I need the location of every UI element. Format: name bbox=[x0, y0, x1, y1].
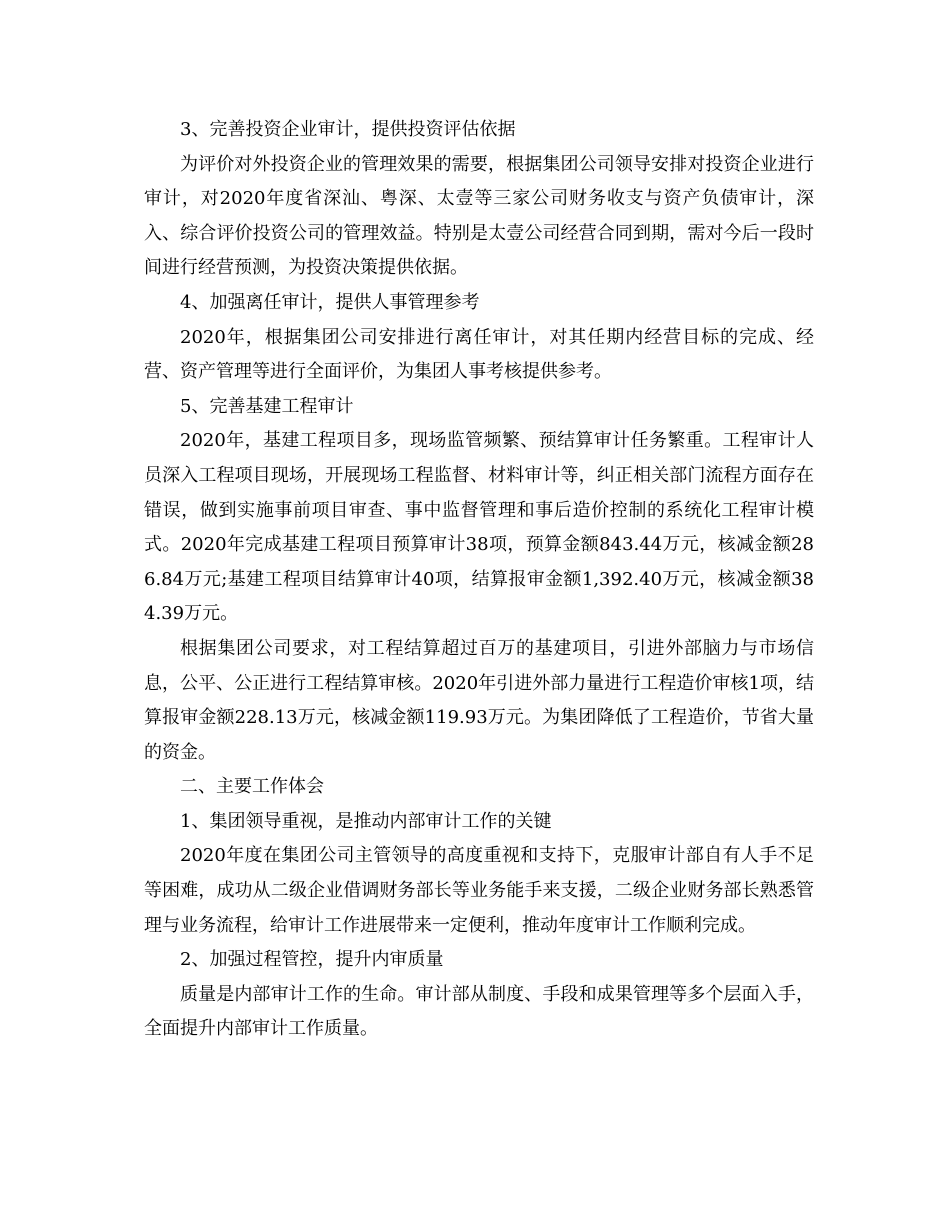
section-heading-departure-audit: 4、加强离任审计，提供人事管理参考 bbox=[180, 291, 480, 313]
paragraph-quality-control: 质量是内部审计工作的生命。审计部从制度、手段和成果管理等多个层面入手，全面提升内部审计工作质量。 bbox=[144, 983, 814, 1040]
paragraph-leadership: 2020年度在集团公司主管领导的高度重视和支持下，克服审计部自有人手不足等困难，成功从二级企业借调财务部长等业务能手来支援，二级企业财务部长熟悉管理与业务流程，给审计工作进展带来一定便利，推动年度审计工作顺利完成。 bbox=[144, 845, 814, 936]
section-heading-construction-audit: 5、完善基建工程审计 bbox=[180, 395, 354, 417]
section-heading-experience: 二、主要工作体会 bbox=[180, 776, 324, 798]
paragraph-external-review: 根据集团公司要求，对工程结算超过百万的基建项目，引进外部脑力与市场信息，公平、公正进行工程结算审核。2020年引进外部力量进行工程造价审核1项，结算报审金额228.13万元，核减金额119.93万元。为集团降低了工程造价，节省大量的资金。 bbox=[144, 637, 814, 763]
document-page bbox=[144, 113, 814, 1047]
section-heading-investment-audit: 3、完善投资企业审计，提供投资评估依据 bbox=[180, 119, 516, 140]
paragraph-construction-audit: 2020年，基建工程项目多，现场监管频繁、预结算审计任务繁重。工程审计人员深入工程项目现场，开展现场工程监督、材料审计等，纠正相关部门流程方面存在错误，做到实施事前项目审查、事中监督管理和事后造价控制的系统化工程审计模式。2020年完成基建工程项目预算审计38项，预算金额843.44万元，核减金额286.84万元;基建工程项目结算审计40项，结算报审金额1,392.40万元，核减金额384.39万元。 bbox=[144, 430, 814, 625]
section-heading-quality-control: 2、加强过程管控，提升内审质量 bbox=[180, 949, 444, 971]
paragraph-departure-audit: 2020年，根据集团公司安排进行离任审计，对其任期内经营目标的完成、经营、资产管理等进行全面评价，为集团人事考核提供参考。 bbox=[144, 326, 814, 383]
section-heading-leadership: 1、集团领导重视，是推动内部审计工作的关键 bbox=[180, 810, 552, 832]
paragraph-investment-audit: 为评价对外投资企业的管理效果的需要，根据集团公司领导安排对投资企业进行审计，对2020年度省深汕、粤深、太壹等三家公司财务收支与资产负债审计，深入、综合评价投资公司的管理效益。特别是太壹公司经营合同到期，需对今后一段时间进行经营预测，为投资决策提供依据。 bbox=[144, 153, 814, 279]
